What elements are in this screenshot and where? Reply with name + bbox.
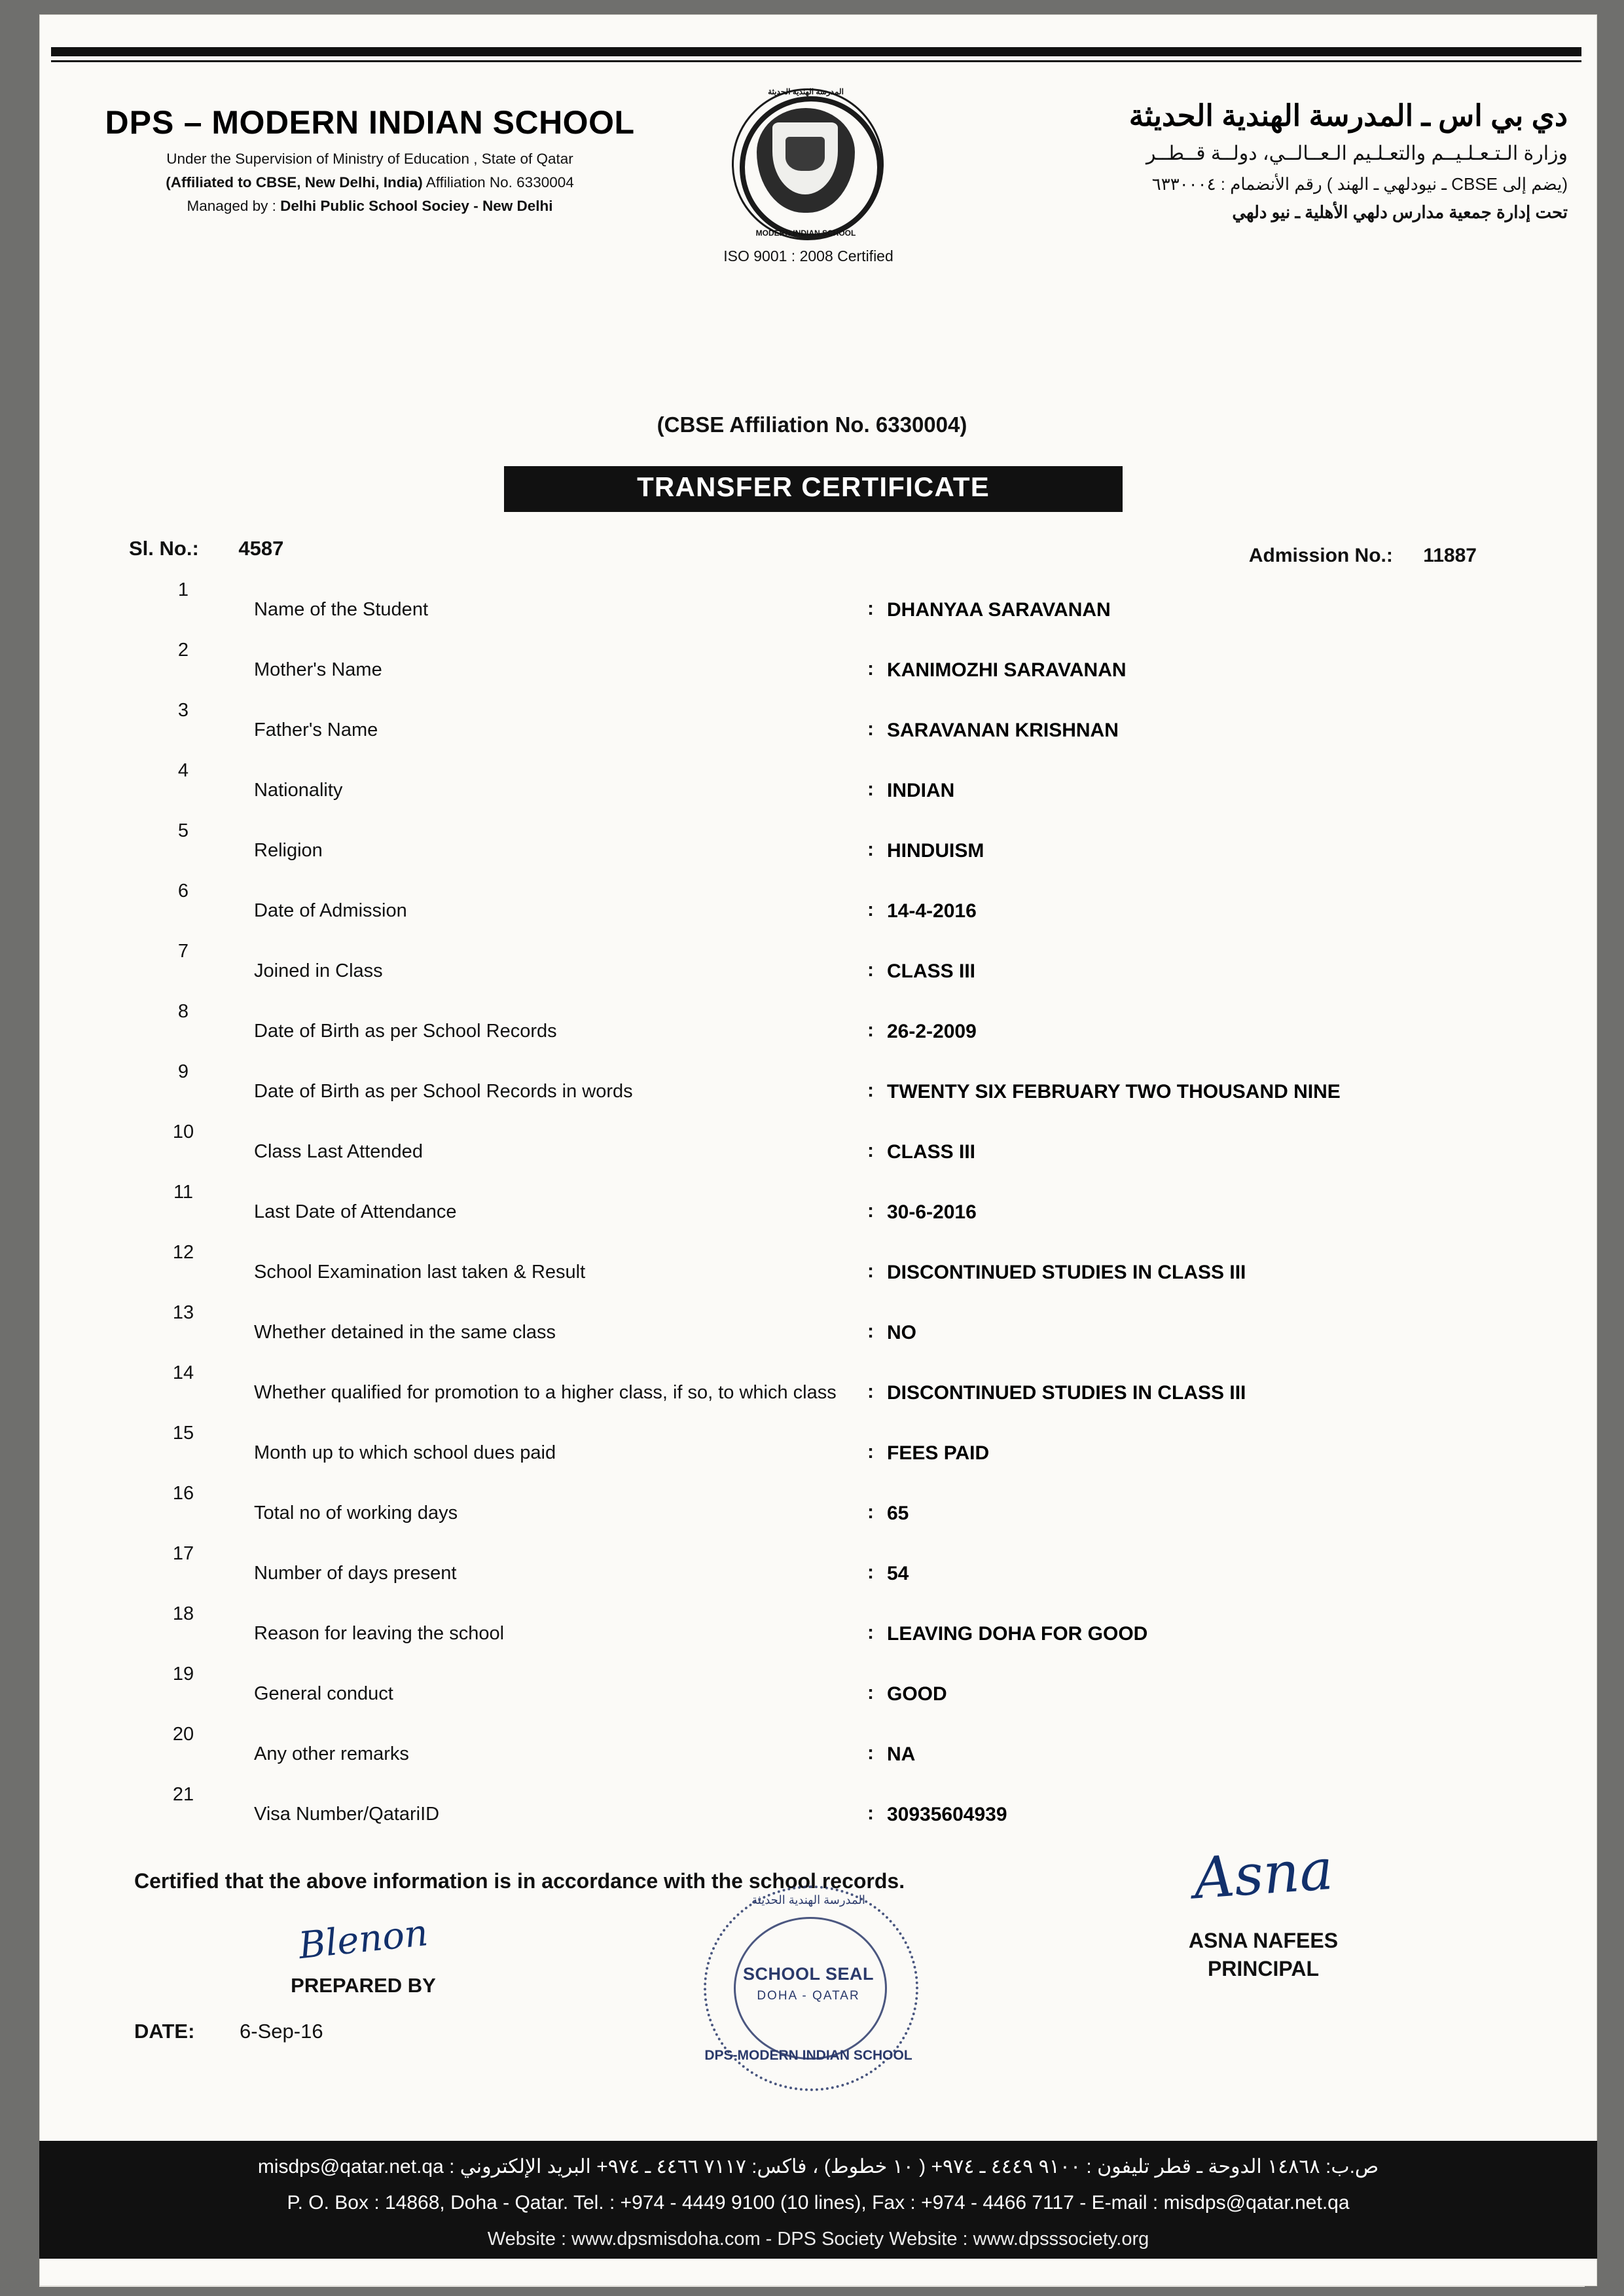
row-value: GOOD (887, 1683, 947, 1705)
seal-arabic-text: المدرسة الهندية الحديثة (751, 1893, 865, 1906)
row-value: 54 (887, 1562, 909, 1584)
row-colon: : (867, 1501, 874, 1523)
row-value: TWENTY SIX FEBRUARY TWO THOUSAND NINE (887, 1080, 1341, 1102)
school-name-full: – MODERN INDIAN SCHOOL (183, 104, 635, 141)
row-value: 14-4-2016 (887, 900, 977, 922)
seal-title: SCHOOL SEAL (742, 1964, 875, 1984)
serial-number-label: Sl. No.: (129, 537, 199, 560)
row-label: General conduct (254, 1683, 393, 1704)
seal-org: DPS-MODERN INDIAN SCHOOL (704, 2048, 912, 2063)
row-label: Visa Number/QatariID (254, 1804, 440, 1825)
certificate-row (0, 1362, 1624, 1423)
row-label: Last Date of Attendance (254, 1201, 457, 1222)
letterhead-english (69, 103, 671, 215)
certificate-row (0, 1302, 1624, 1362)
supervision-line: Under the Supervision of Ministry of Education , State of Qatar (166, 151, 573, 167)
certificate-row (0, 1483, 1624, 1543)
row-label: Name of the Student (254, 599, 428, 620)
row-colon: : (867, 598, 874, 619)
row-colon: : (867, 959, 874, 981)
contact-footer-bar (39, 2141, 1597, 2259)
row-number: 13 (172, 1302, 194, 1323)
row-value: NA (887, 1743, 916, 1765)
arabic-managed-by-line: تحت إدارة جمعية مدارس دلهي الأهلية ـ نيو دلهي (1232, 202, 1568, 222)
certificate-row (0, 1784, 1624, 1844)
row-colon: : (867, 1742, 874, 1764)
header-rule-thin (51, 60, 1581, 62)
certificate-row (0, 579, 1624, 640)
row-number: 6 (177, 881, 189, 902)
letterhead (0, 72, 1624, 321)
row-number: 16 (172, 1483, 194, 1504)
row-value: LEAVING DOHA FOR GOOD (887, 1622, 1148, 1645)
row-number: 20 (172, 1724, 194, 1745)
row-number: 5 (177, 820, 189, 841)
row-number: 17 (172, 1543, 194, 1564)
row-colon: : (867, 839, 874, 860)
school-crest-icon (732, 88, 882, 239)
row-number: 12 (172, 1242, 194, 1263)
row-value: 30935604939 (887, 1803, 1007, 1825)
arabic-ministry-line: وزارة الـتـعـلـيــم والتعـلـيم الـعــالــي، دولــة قــطــر (1146, 143, 1568, 164)
certificate-row (0, 640, 1624, 700)
row-label: Father's Name (254, 720, 378, 740)
issue-date (134, 2020, 323, 2043)
issue-date-label: DATE: (134, 2020, 195, 2043)
issue-date-value: 6-Sep-16 (240, 2020, 323, 2043)
row-value: SARAVANAN KRISHNAN (887, 719, 1119, 741)
certificate-row (0, 941, 1624, 1001)
scan-edge-bottom (0, 2287, 1624, 2296)
row-label: Mother's Name (254, 659, 382, 680)
prepared-by-block (255, 1911, 471, 1997)
row-label: Number of days present (254, 1563, 457, 1584)
scan-edge-top (0, 0, 1624, 14)
row-value: HINDUISM (887, 839, 984, 862)
row-value: NO (887, 1321, 916, 1343)
row-colon: : (867, 718, 874, 740)
affiliation-bold: (Affiliated to CBSE, New Delhi, India) (166, 174, 423, 191)
contact-english: P. O. Box : 14868, Doha - Qatar. Tel. : +974 - 4449 9100 (10 lines), Fax : +974 - 4466 7117 - E-mail : misdps@qatar.net.qa (287, 2192, 1350, 2214)
row-value: DISCONTINUED STUDIES IN CLASS III (887, 1261, 1246, 1283)
row-colon: : (867, 1561, 874, 1583)
row-value: CLASS III (887, 1140, 976, 1163)
row-label: Date of Admission (254, 900, 407, 921)
certificate-row (0, 760, 1624, 820)
row-label: Whether detained in the same class (254, 1322, 556, 1343)
row-value: CLASS III (887, 960, 976, 982)
row-number: 1 (177, 579, 189, 600)
row-label: School Examination last taken & Result (254, 1262, 586, 1283)
row-value: FEES PAID (887, 1442, 990, 1464)
managed-by-prefix: Managed by : (187, 198, 281, 214)
row-label: Month up to which school dues paid (254, 1442, 556, 1463)
row-label: Any other remarks (254, 1743, 409, 1764)
arabic-affiliation-line: (يضم إلى CBSE ـ نيودلهي ـ الهند ) رقم الأنضمام : ٦٣٣٠٠٠٤ (1151, 174, 1568, 194)
affiliation-line (69, 174, 671, 191)
row-label: Class Last Attended (254, 1141, 423, 1162)
row-colon: : (867, 1200, 874, 1222)
header-rule-thick (51, 47, 1581, 56)
row-colon: : (867, 658, 874, 680)
admission-number (1249, 545, 1477, 567)
admission-number-value: 11887 (1423, 545, 1477, 566)
school-name (69, 103, 671, 141)
row-value: 26-2-2009 (887, 1020, 977, 1042)
row-value: 30-6-2016 (887, 1201, 977, 1223)
row-value: INDIAN (887, 779, 955, 801)
certification-statement: Certified that the above information is in accordance with the school records. (134, 1869, 905, 1893)
document-title-banner (504, 466, 1123, 512)
seal-location: DOHA - QATAR (757, 1989, 860, 2003)
school-name-acronym: DPS (105, 104, 175, 141)
certificate-row (0, 1182, 1624, 1242)
arabic-school-name: دي بي اس ـ المدرسة الهندية الحديثة (1128, 99, 1568, 132)
document-title: TRANSFER CERTIFICATE (637, 471, 990, 502)
row-number: 21 (172, 1784, 194, 1805)
letterhead-arabic (920, 98, 1568, 223)
managed-by-org: Delhi Public School Sociey - New Delhi (280, 198, 553, 214)
school-seal-stamp (704, 1886, 920, 2095)
row-colon: : (867, 1622, 874, 1643)
certificate-row (0, 1423, 1624, 1483)
row-label: Religion (254, 840, 323, 861)
row-label: Date of Birth as per School Records in words (254, 1081, 633, 1102)
row-number: 2 (177, 640, 189, 661)
row-label: Reason for leaving the school (254, 1623, 505, 1644)
row-value: KANIMOZHI SARAVANAN (887, 659, 1127, 681)
certificate-row (0, 820, 1624, 881)
row-value: DHANYAA SARAVANAN (887, 598, 1111, 621)
row-colon: : (867, 1140, 874, 1161)
certificate-row (0, 881, 1624, 941)
row-colon: : (867, 1802, 874, 1824)
certificate-row (0, 700, 1624, 760)
principal-role: PRINCIPAL (1207, 1957, 1320, 1980)
serial-number-value: 4587 (238, 537, 284, 560)
affiliation-number: Affiliation No. 6330004 (422, 174, 574, 191)
row-label: Nationality (254, 780, 343, 801)
row-label: Total no of working days (254, 1503, 458, 1523)
certificate-row (0, 1664, 1624, 1724)
managed-by-line (69, 198, 671, 215)
row-value: 65 (887, 1502, 909, 1524)
cbse-affiliation-heading: (CBSE Affiliation No. 6330004) (657, 412, 967, 437)
contact-website: Website : www.dpsmisdoha.com - DPS Society Website : www.dpsssociety.org (487, 2229, 1149, 2250)
row-number: 10 (172, 1121, 194, 1142)
certificate-row (0, 1543, 1624, 1603)
row-colon: : (867, 1441, 874, 1463)
row-colon: : (867, 1321, 874, 1342)
row-number: 14 (172, 1362, 194, 1383)
contact-arabic: ص.ب: ١٤٨٦٨ الدوحة ـ قطر تليفون : ٩١٠٠ ٤٤٤٩ ـ ٩٧٤+ ( ١٠ خطوط) ، فاكس: ٧١١٧ ٤٤٦٦ ـ ٩٧٤+ البريد الإلكتروني : misdps@qatar.net.qa (257, 2156, 1379, 2178)
row-colon: : (867, 1260, 874, 1282)
row-number: 4 (177, 760, 189, 781)
row-colon: : (867, 1682, 874, 1704)
row-number: 7 (177, 941, 189, 962)
certificate-row (0, 1001, 1624, 1061)
row-colon: : (867, 1019, 874, 1041)
certificate-row (0, 1061, 1624, 1121)
row-number: 8 (177, 1001, 189, 1022)
row-label: Date of Birth as per School Records (254, 1021, 557, 1042)
iso-certification: ISO 9001 : 2008 Certified (723, 247, 893, 264)
row-number: 9 (177, 1061, 189, 1082)
row-colon: : (867, 1381, 874, 1402)
row-number: 19 (172, 1664, 194, 1685)
crest-english-text: MODERN INDIAN SCHOOL (755, 228, 856, 238)
prepared-by-label: PREPARED BY (291, 1974, 436, 1997)
certificate-row (0, 1242, 1624, 1302)
certificate-row (0, 1121, 1624, 1182)
row-colon: : (867, 1080, 874, 1101)
row-value: DISCONTINUED STUDIES IN CLASS III (887, 1381, 1246, 1404)
serial-number (129, 537, 283, 560)
row-label: Whether qualified for promotion to a higher class, if so, to which class (254, 1382, 837, 1403)
principal-block (1126, 1836, 1401, 1981)
row-colon: : (867, 899, 874, 920)
row-number: 18 (172, 1603, 194, 1624)
certificate-fields (0, 579, 1624, 1844)
row-number: 11 (173, 1182, 194, 1203)
certificate-row (0, 1724, 1624, 1784)
row-number: 3 (177, 700, 189, 721)
row-label: Joined in Class (254, 960, 383, 981)
row-colon: : (867, 778, 874, 800)
crest-arabic-text: المدرسة الهندية الحديثة (768, 87, 844, 96)
row-number: 15 (172, 1423, 194, 1444)
principal-signature: Asna (1191, 1836, 1335, 1912)
principal-name: ASNA NAFEES (1188, 1929, 1339, 1952)
admission-number-label: Admission No.: (1248, 545, 1393, 566)
certificate-row (0, 1603, 1624, 1664)
prepared-by-signature: Blenon (297, 1911, 430, 1968)
